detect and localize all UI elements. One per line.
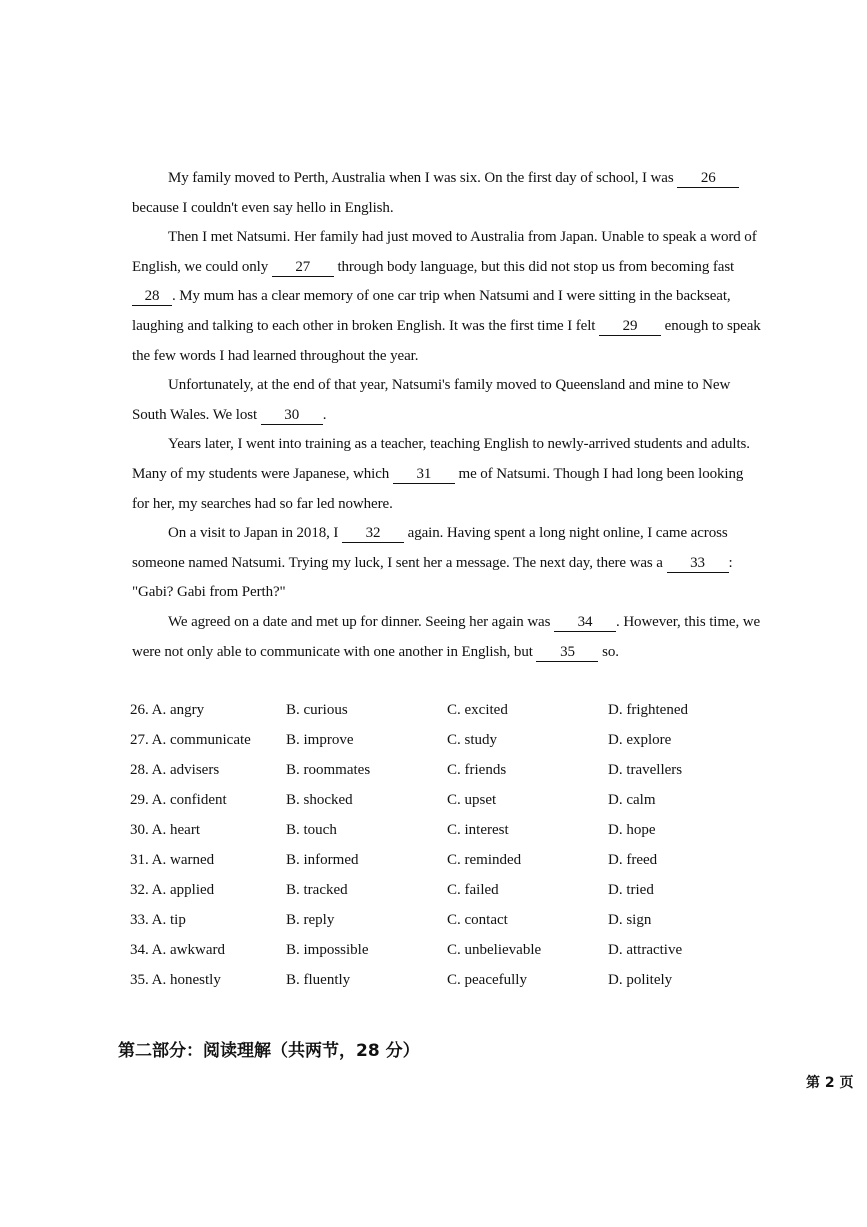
passage-line bbox=[132, 282, 802, 312]
passage-line bbox=[132, 430, 802, 460]
option-c: C. friends bbox=[447, 762, 507, 778]
passage-text: through body language, but this did not stop us from becoming fast bbox=[337, 258, 735, 275]
option-d: D. hope bbox=[608, 822, 656, 838]
question-row bbox=[130, 822, 770, 852]
option-c: C. interest bbox=[447, 822, 509, 838]
option-b: B. tracked bbox=[286, 882, 348, 898]
option-a: 27. A. communicate bbox=[130, 732, 251, 748]
blank-29: 29 bbox=[599, 317, 661, 336]
question-row bbox=[130, 882, 770, 912]
option-b: B. fluently bbox=[286, 972, 351, 988]
blank-32: 32 bbox=[342, 524, 404, 543]
passage-line bbox=[132, 223, 802, 253]
option-b: B. reply bbox=[286, 912, 335, 928]
passage-text: . However, this time, we bbox=[616, 613, 761, 630]
passage-line bbox=[132, 460, 802, 490]
passage-text: enough to speak bbox=[664, 317, 761, 334]
option-b: B. impossible bbox=[286, 942, 369, 958]
blank-27: 27 bbox=[272, 258, 334, 277]
option-d: D. politely bbox=[608, 972, 673, 988]
passage-text: so. bbox=[602, 643, 619, 660]
blank-34: 34 bbox=[554, 613, 616, 632]
option-b: B. informed bbox=[286, 852, 359, 868]
passage-text: : bbox=[728, 554, 733, 571]
option-c: C. contact bbox=[447, 912, 508, 928]
option-b: B. curious bbox=[286, 702, 348, 718]
option-b: B. touch bbox=[286, 822, 337, 838]
option-d: D. sign bbox=[608, 912, 652, 928]
option-a: 33. A. tip bbox=[130, 912, 186, 928]
passage-text: Many of my students were Japanese, which bbox=[132, 465, 390, 482]
passage-line bbox=[132, 401, 802, 431]
passage-line bbox=[132, 164, 802, 194]
passage-text: because I couldn't even say hello in English. bbox=[132, 199, 394, 216]
passage-text: Years later, I went into training as a teacher, teaching English to newly-arrived students and adults. bbox=[168, 436, 750, 453]
passage-text: English, we could only bbox=[132, 258, 269, 275]
passage-text: Unfortunately, at the end of that year, Natsumi's family moved to Queensland and mine to New bbox=[168, 377, 731, 394]
option-a: 26. A. angry bbox=[130, 702, 205, 718]
passage-line bbox=[132, 490, 802, 520]
question-row bbox=[130, 972, 770, 1002]
passage-text: . My mum has a clear memory of one car trip when Natsumi and I were sitting in the backseat, bbox=[172, 288, 731, 305]
option-a: 35. A. honestly bbox=[130, 972, 221, 988]
passage-text: the few words I had learned throughout the year. bbox=[132, 347, 419, 364]
question-row bbox=[130, 702, 770, 732]
option-b: B. roommates bbox=[286, 762, 371, 778]
passage-text: My family moved to Perth, Australia when I was six. On the first day of school, I was bbox=[168, 170, 674, 186]
passage-text: On a visit to Japan in 2018, I bbox=[168, 525, 339, 542]
passage-text: Then I met Natsumi. Her family had just moved to Australia from Japan. Unable to speak a word of bbox=[168, 229, 757, 246]
option-d: D. calm bbox=[608, 792, 656, 808]
passage-line bbox=[132, 519, 802, 549]
option-d: D. explore bbox=[608, 732, 672, 748]
option-a: 34. A. awkward bbox=[130, 942, 225, 958]
option-a: 29. A. confident bbox=[130, 792, 227, 808]
passage-text: for her, my searches had so far led nowhere. bbox=[132, 495, 393, 512]
passage-text: . bbox=[322, 406, 327, 423]
option-c: C. failed bbox=[447, 882, 499, 898]
option-d: D. tried bbox=[608, 882, 654, 898]
option-c: C. study bbox=[447, 732, 498, 748]
passage-line bbox=[132, 549, 802, 579]
cloze-passage bbox=[132, 164, 802, 667]
option-b: B. shocked bbox=[286, 792, 353, 808]
passage-line bbox=[132, 371, 802, 401]
option-c: C. upset bbox=[447, 792, 497, 808]
passage-line bbox=[132, 578, 802, 608]
section-title: 第二部分：阅读理解（共两节，28 分） bbox=[118, 1041, 420, 1061]
passage-line bbox=[132, 194, 802, 224]
option-b: B. improve bbox=[286, 732, 354, 748]
option-c: C. excited bbox=[447, 702, 508, 718]
question-row bbox=[130, 942, 770, 972]
question-row bbox=[130, 732, 770, 762]
option-a: 30. A. heart bbox=[130, 822, 200, 838]
option-a: 31. A. warned bbox=[130, 852, 215, 868]
passage-text: We agreed on a date and met up for dinner. Seeing her again was bbox=[168, 613, 551, 630]
option-a: 28. A. advisers bbox=[130, 762, 220, 778]
passage-line bbox=[132, 312, 802, 342]
passage-line bbox=[132, 638, 802, 668]
passage-text: someone named Natsumi. Trying my luck, I sent her a message. The next day, there was a bbox=[132, 554, 663, 571]
passage-text: me of Natsumi. Though I had long been looking bbox=[458, 465, 744, 482]
passage-text: laughing and talking to each other in broken English. It was the first time I felt bbox=[132, 317, 596, 334]
option-c: C. reminded bbox=[447, 852, 522, 868]
option-c: C. peacefully bbox=[447, 972, 527, 988]
page-number: 第 2 页 bbox=[806, 1075, 854, 1091]
passage-text: again. Having spent a long night online, I came across bbox=[407, 525, 728, 542]
option-c: C. unbelievable bbox=[447, 942, 542, 958]
blank-33: 33 bbox=[667, 554, 729, 573]
option-d: D. attractive bbox=[608, 942, 683, 958]
question-row bbox=[130, 852, 770, 882]
question-row bbox=[130, 792, 770, 822]
blank-35: 35 bbox=[536, 643, 598, 662]
passage-line bbox=[132, 342, 802, 372]
passage-text: "Gabi? Gabi from Perth?" bbox=[132, 584, 286, 601]
answer-options bbox=[130, 702, 770, 1002]
passage-text: were not only able to communicate with one another in English, but bbox=[132, 643, 533, 660]
option-d: D. travellers bbox=[608, 762, 683, 778]
passage-line bbox=[132, 608, 802, 638]
blank-28: 28 bbox=[132, 287, 172, 306]
option-a: 32. A. applied bbox=[130, 882, 215, 898]
question-row bbox=[130, 762, 770, 792]
option-d: D. frightened bbox=[608, 702, 688, 718]
blank-26: 26 bbox=[677, 169, 739, 188]
passage-text: South Wales. We lost bbox=[132, 406, 258, 423]
question-row bbox=[130, 912, 770, 942]
option-d: D. freed bbox=[608, 852, 658, 868]
blank-31: 31 bbox=[393, 465, 455, 484]
passage-line bbox=[132, 253, 802, 283]
blank-30: 30 bbox=[261, 406, 323, 425]
